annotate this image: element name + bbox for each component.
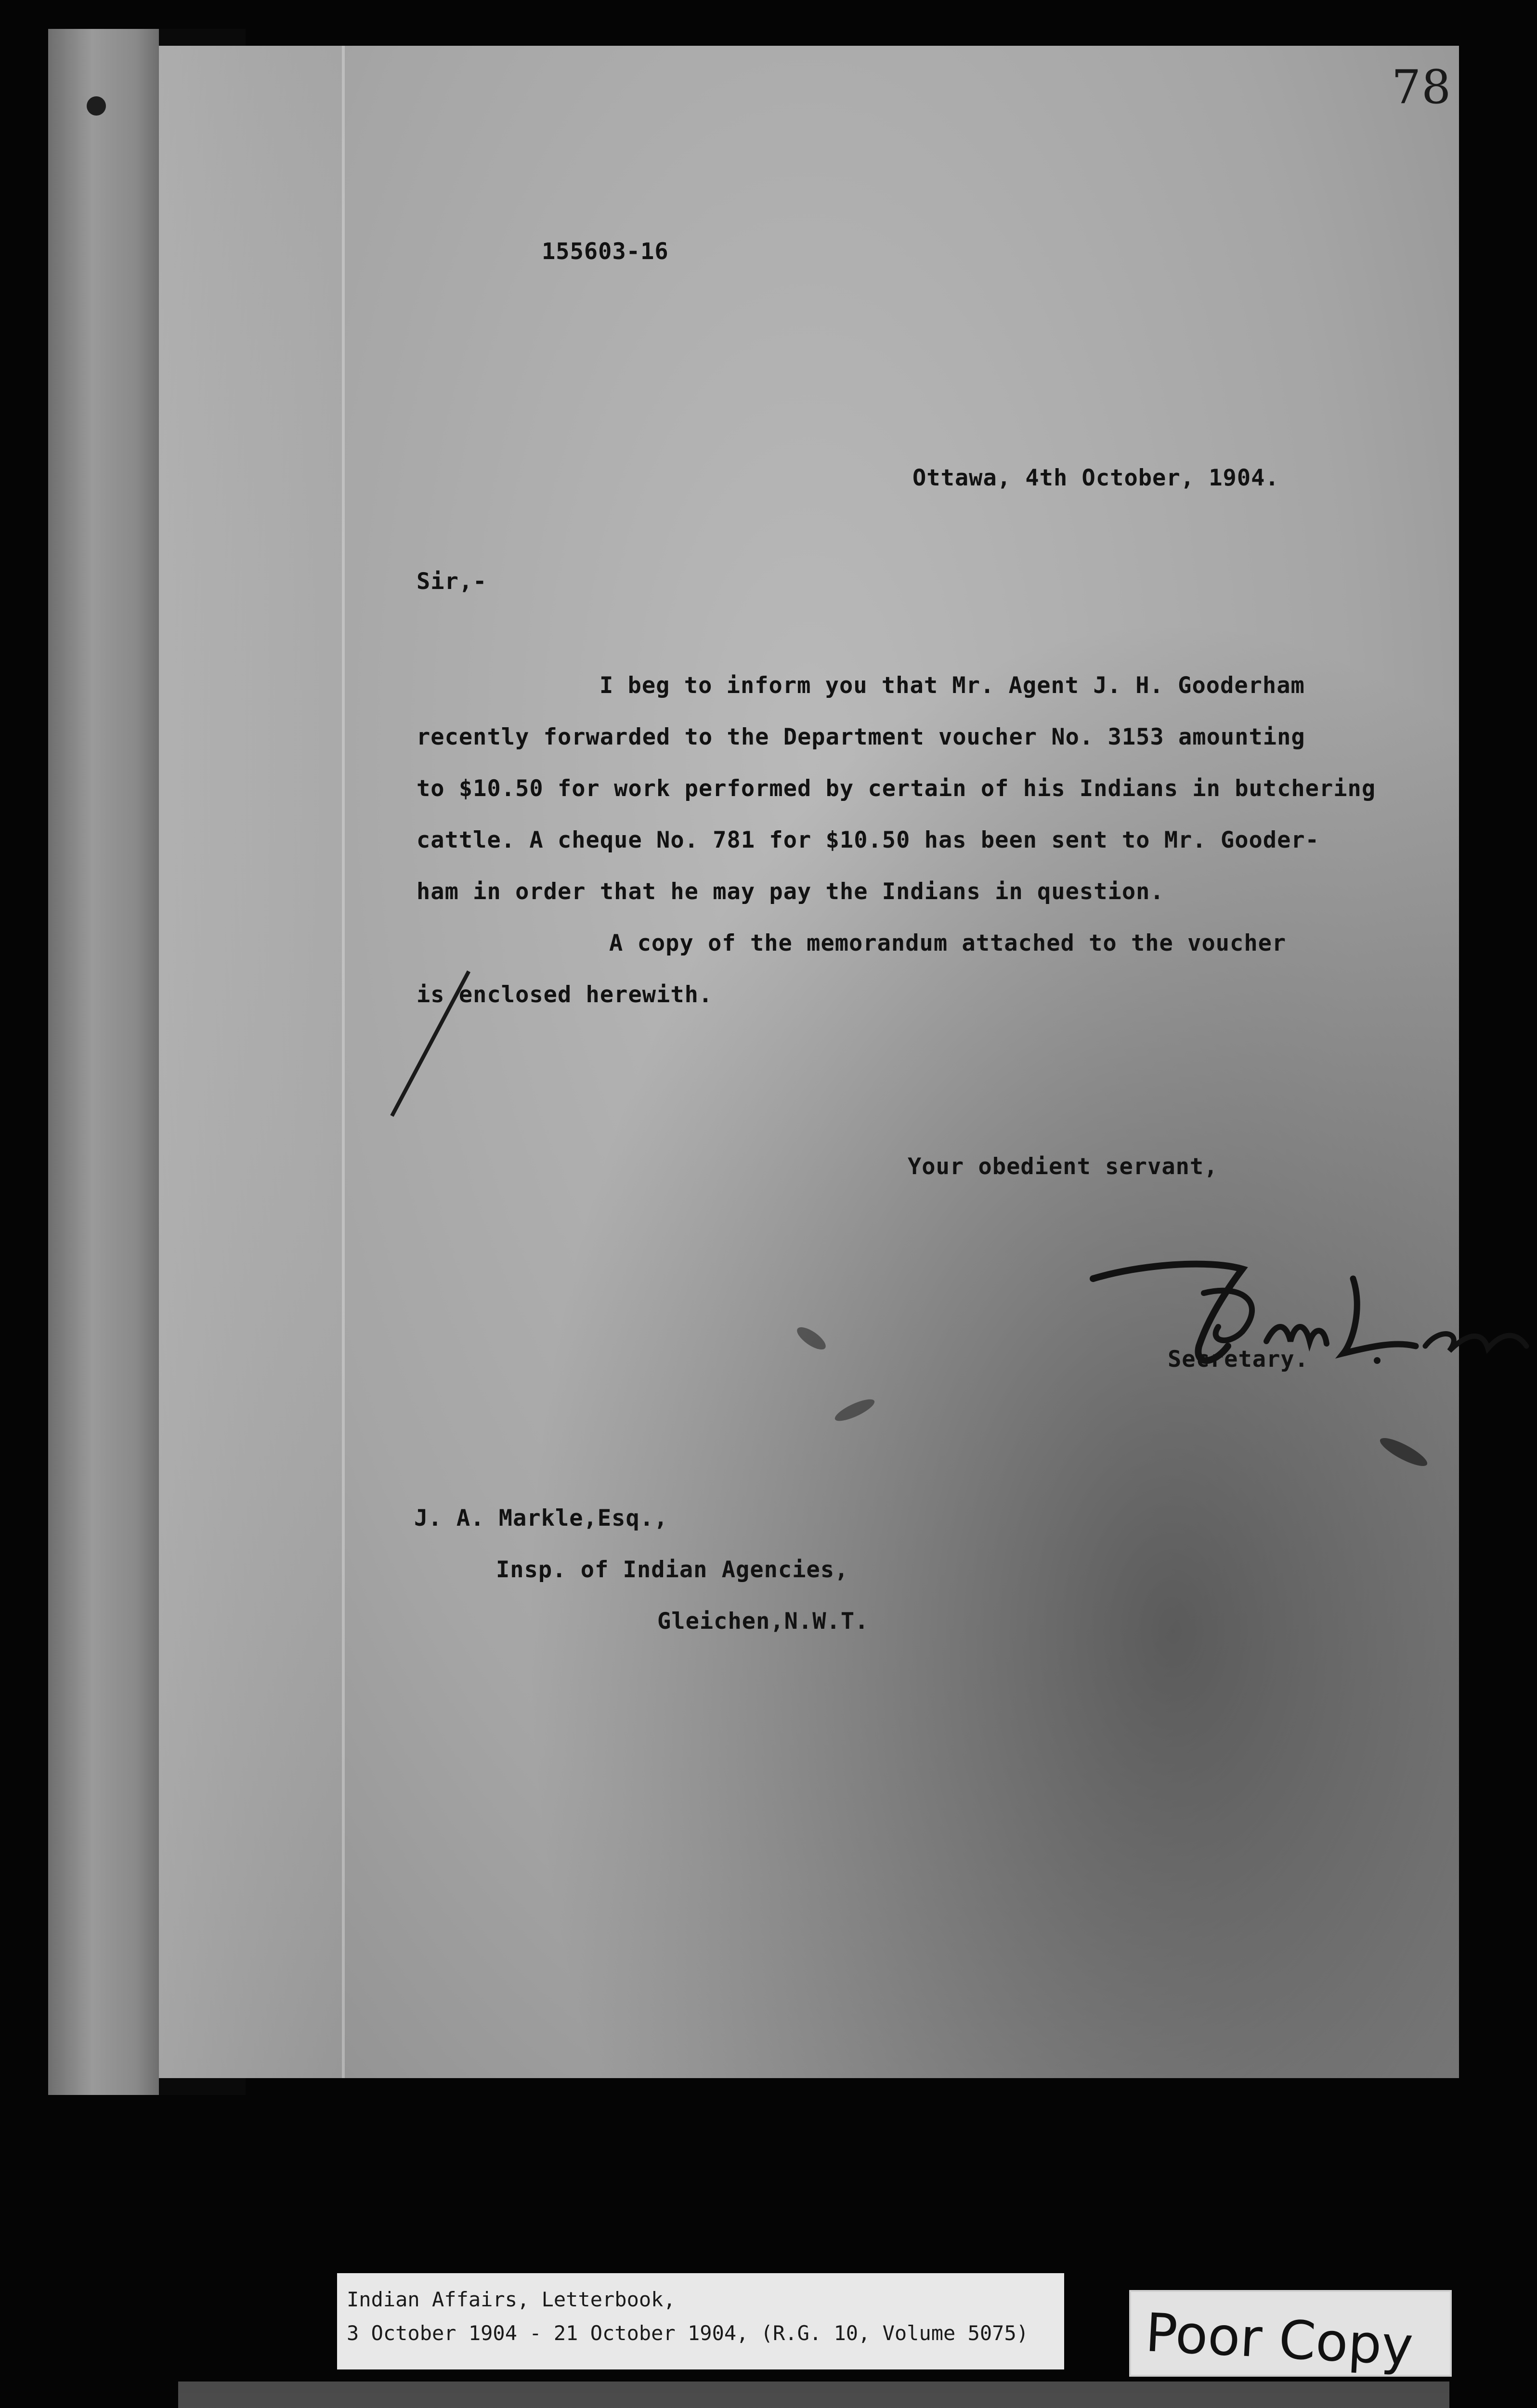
body-line: to $10.50 for work performed by certain of his Indians in butchering (417, 775, 1376, 802)
reference-line: 3 October 1904 - 21 October 1904, (R.G. 10, Volume 5075) (347, 2321, 1029, 2345)
file-number: 155603-16 (542, 238, 669, 265)
binding-hole (87, 96, 106, 116)
closing: Your obedient servant, (908, 1153, 1218, 1180)
body-line: recently forwarded to the Department voucher No. 3153 amounting (417, 724, 1305, 750)
poor-copy-label (1129, 2290, 1452, 2377)
ink-smudge (833, 1395, 877, 1425)
addressee-line: Insp. of Indian Agencies, (496, 1557, 849, 1583)
body-line: ham in order that he may pay the Indians in question. (417, 878, 1164, 905)
body-line: is enclosed herewith. (417, 982, 713, 1008)
reference-label (337, 2273, 1064, 2369)
body-line: cattle. A cheque No. 781 for $10.50 has been sent to Mr. Gooder- (417, 827, 1319, 853)
body-line: I beg to inform you that Mr. Agent J. H. Gooderham (599, 672, 1305, 699)
ink-smudge (794, 1323, 829, 1353)
poor-copy-text: Poor Copy (1144, 2302, 1415, 2378)
page-fold-line (342, 46, 345, 2078)
page-margin-band (159, 46, 342, 2078)
addressee-line: Gleichen,N.W.T. (657, 1608, 869, 1635)
salutation: Sir,- (417, 568, 487, 595)
body-line: A copy of the memorandum attached to the voucher (609, 930, 1287, 956)
archives-plate (178, 2382, 1449, 2408)
signature (1083, 1250, 1537, 1394)
signer-title: Secretary. (1168, 1346, 1309, 1373)
dateline: Ottawa, 4th October, 1904. (912, 465, 1279, 491)
left-binding-strip (48, 29, 173, 2095)
folio-number: 78 (1392, 60, 1452, 114)
reference-line: Indian Affairs, Letterbook, (347, 2288, 676, 2311)
letter-page (159, 46, 1459, 2078)
ink-smudge (1377, 1433, 1430, 1471)
addressee-line: J. A. Markle,Esq., (414, 1505, 668, 1531)
